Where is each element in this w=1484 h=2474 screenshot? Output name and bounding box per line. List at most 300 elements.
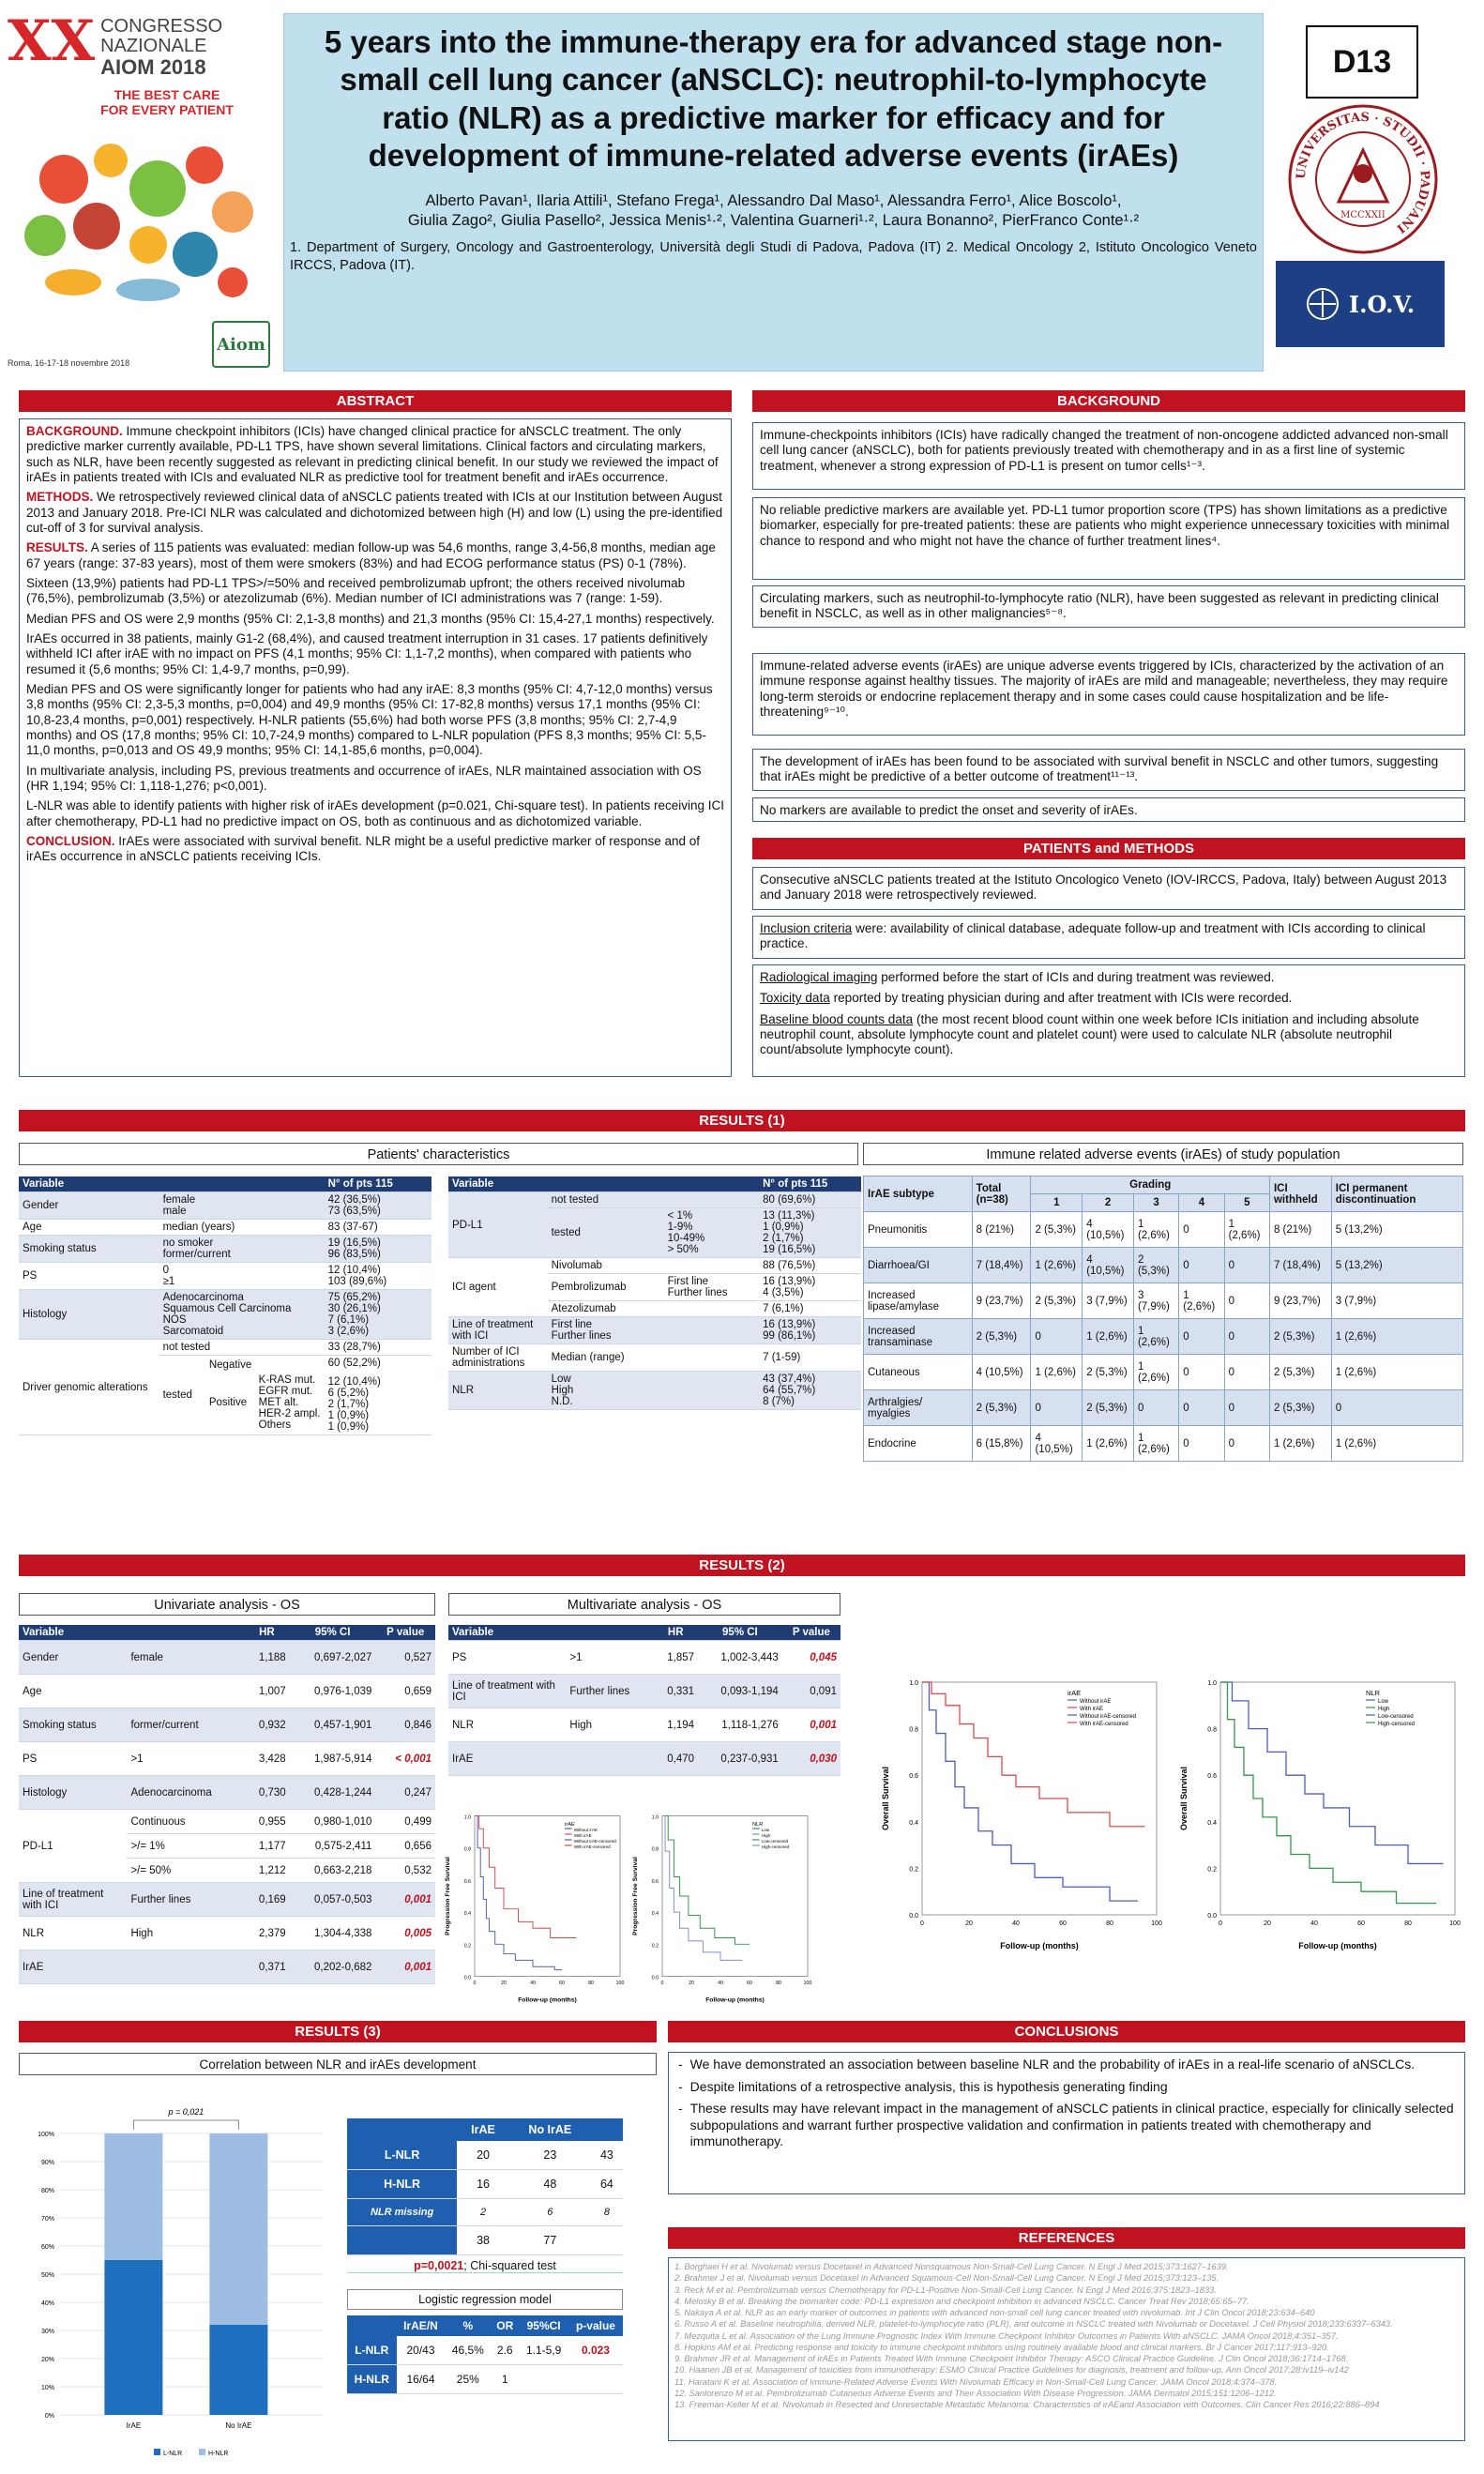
- uni-cell: 1,212: [244, 1859, 290, 1883]
- abstract-box: [19, 418, 732, 1077]
- uni-cell: 0,846: [375, 1708, 435, 1742]
- uni-row: [19, 1742, 435, 1776]
- abstract-p4: Sixteen (13,9%) patients had PD-L1 TPS>/=50% and received pembrolizumab upfront; the others received nivolumab (76,5%), pembrolizumab (3,5%) or atezolizumab (6%). Median number of ICI administrations was 7 (range: 1-59).: [26, 575, 686, 606]
- irae-cell: 0: [1179, 1212, 1224, 1248]
- background-box-3: [752, 585, 1465, 628]
- km-xtick: 40: [1012, 1920, 1020, 1927]
- irae-col-withheld: ICI withheld: [1269, 1176, 1331, 1212]
- uni-cell: 0,575-2,411: [290, 1834, 376, 1859]
- ct-header: No IrAE: [509, 2118, 591, 2141]
- uni-row: [19, 1883, 435, 1917]
- km-ytick: 0.6: [651, 1878, 659, 1885]
- reference-item: 3. Reck M et al. Pembrolizumab versus Chemotherapy for PD-L1-Positive Non-Small-Cell Lung Cancer. N Engl J Med 2016;375:1823–1833.: [674, 2284, 1217, 2295]
- ct-cell: 8: [591, 2199, 623, 2226]
- lr-header: %: [445, 2315, 491, 2336]
- ct-cell: 20: [457, 2141, 509, 2170]
- abstract-bg-lead: BACKGROUND.: [26, 424, 123, 438]
- p-value-label: p = 0,021: [168, 2107, 204, 2117]
- irae-cell: 4 (10,5%): [1031, 1426, 1083, 1462]
- km-ytick: 0.2: [463, 1943, 471, 1950]
- irae-cell: 3 (7,9%): [1133, 1283, 1178, 1319]
- km-xtick: 60: [1357, 1920, 1365, 1927]
- km-xtick: 80: [588, 1980, 594, 1986]
- irae-cell: 1 (2,6%): [1331, 1426, 1462, 1462]
- irae-cell: 9 (23,7%): [972, 1283, 1031, 1319]
- uni-cell: 0,001: [375, 1883, 435, 1917]
- lr-cell: 1: [491, 2365, 519, 2394]
- lr-header: p-value: [568, 2315, 623, 2336]
- irae-subtype: Pneumonitis: [864, 1212, 973, 1248]
- multi-cell: 1,118-1,276: [698, 1708, 782, 1742]
- km-legend-item: Without irAE-censored: [573, 1839, 616, 1844]
- background-text-1: Immune-checkpoints inhibitors (ICIs) have radically changed the treatment of non-oncogene addicted advanced non-small cell lung cancer (aNSCLC), both for patients previously treated with chemotherapy and in as a first line of systemic treatment, whenever a strong expression of PD-L1 is present on tumor cells¹⁻³.: [760, 428, 1448, 473]
- uni-cell: Age: [19, 1675, 127, 1708]
- uni-row: [19, 1917, 435, 1950]
- title-block: [283, 13, 1264, 372]
- ct-cell: 43: [591, 2141, 623, 2170]
- irae-cell: 8 (21%): [1269, 1212, 1331, 1248]
- irae-cell: 1 (2,6%): [1224, 1212, 1269, 1248]
- uni-col-0: Variable: [19, 1625, 127, 1641]
- lr-cell: [519, 2365, 568, 2394]
- ici-atezolizumab-value: 7 (6,1%): [759, 1301, 861, 1317]
- uni-row: [19, 1810, 435, 1834]
- bar-l-nlr-irae: [104, 2260, 162, 2415]
- bar-ytick: 10%: [40, 2385, 54, 2391]
- km-ytick: 0.0: [463, 1975, 471, 1981]
- reference-item: 5. Nakaya A et al. NLR as an early marker of outcomes in patients with advanced non-small cell lung cancer treated with nivolumab. Int J Clin Oncol 2018;23:634–640: [674, 2308, 1315, 2318]
- administrations-value: 7 (1-59): [759, 1344, 861, 1372]
- uni-cell: < 0,001: [375, 1742, 435, 1776]
- irae-cell: 6 (15,8%): [972, 1426, 1031, 1462]
- multi-cell: Line of treatment with ICI: [448, 1675, 566, 1708]
- driver-positive-list: K-RAS mut. EGFR mut. MET alt. HER-2 ampl. Others: [258, 1374, 321, 1431]
- irae-cell: 1 (2,6%): [1179, 1283, 1224, 1319]
- nlr-label: NLR: [448, 1372, 548, 1410]
- km-ytick: 0.4: [651, 1911, 659, 1918]
- abstract-results-lead: RESULTS.: [26, 540, 88, 555]
- row-value: 19 (16,5%) 96 (83,5%): [325, 1236, 432, 1263]
- km-xtick: 80: [1106, 1920, 1113, 1927]
- multi-cell: 0,091: [782, 1675, 840, 1708]
- irae-cell: 0: [1224, 1319, 1269, 1355]
- km-ytick: 0.8: [463, 1846, 471, 1853]
- background-box-5: [752, 749, 1465, 791]
- km-xtick: 0: [1219, 1920, 1222, 1927]
- lr-cell: 16/64: [397, 2365, 446, 2394]
- multi-col-0: Variable: [448, 1625, 566, 1641]
- methods-box-2: [752, 916, 1465, 959]
- driver-label: Driver genomic alterations: [19, 1340, 159, 1435]
- driver-positive: Positive: [208, 1397, 248, 1408]
- driver-tested-block: [159, 1356, 325, 1435]
- ici-label: ICI agent: [448, 1258, 548, 1317]
- background-text-6: No markers are available to predict the onset and severity of irAEs.: [760, 803, 1138, 817]
- pdl1-levels: < 1% 1-9% 10-49% > 50%: [664, 1208, 759, 1258]
- uni-cell: High: [127, 1917, 244, 1950]
- km-ytick: 0.0: [909, 1913, 918, 1920]
- irae-cell: 0: [1133, 1390, 1178, 1426]
- ct-cell: L-NLR: [347, 2141, 457, 2170]
- references-header: REFERENCES: [668, 2227, 1465, 2249]
- line-values: 16 (13,9%) 99 (86,1%): [759, 1317, 861, 1344]
- col-npts: N° of pts 115: [759, 1176, 861, 1192]
- multi-cell: 0,030: [782, 1742, 840, 1776]
- reference-item: 6. Russo A et al. Baseline neutrophilia, derived NLR, platelet-to-lymphocyte ratio (PLR), and outcome in NSCLC treated with Nivolumab or Docetaxel. J Cell Physiol 2018;233:6337–6343.: [674, 2319, 1393, 2330]
- uni-row: [19, 1950, 435, 1984]
- uni-cell: IrAE: [19, 1950, 127, 1984]
- irae-cell: 1 (2,6%): [1269, 1426, 1331, 1462]
- km-ytick: 0.0: [651, 1975, 659, 1981]
- uni-cell: 0,663-2,218: [290, 1859, 376, 1883]
- km-xlabel: Follow-up (months): [1000, 1941, 1079, 1950]
- methods-text-5: (the most recent blood count within one week before ICIs initiation and including absolute neutrophil count, absolute lymphocyte count and platelet count) were used to calculate NLR (absolute neutrophil count/absolute lymphocyte count).: [760, 1011, 1419, 1057]
- km-xtick: 20: [689, 1980, 694, 1986]
- ct-cell: [347, 2226, 457, 2255]
- lr-cell: H-NLR: [347, 2365, 397, 2394]
- uni-cell: 0,001: [375, 1950, 435, 1984]
- multi-row: [448, 1641, 840, 1675]
- km-legend-item: With irAE-censored: [573, 1844, 611, 1849]
- reference-item: 13. Freeman-Keller M et al. Nivolumab in Resected and Unresectable Metastatic Melanoma: Characteristics of irAEand Association with Outcomes. Clin Cancer Res 2016;22:886–894: [674, 2400, 1380, 2410]
- irae-cell: 1 (2,6%): [1133, 1212, 1178, 1248]
- congress-tagline-2: FOR EVERY PATIENT: [100, 102, 234, 118]
- irae-row: [864, 1283, 1463, 1319]
- uni-cell: Line of treatment with ICI: [19, 1883, 127, 1917]
- row-value: 42 (36,5%) 73 (63,5%): [325, 1192, 432, 1220]
- ct-row: [347, 2199, 623, 2226]
- km-legend-item: Without irAE-censored: [1080, 1714, 1137, 1720]
- multi-col-1: [566, 1625, 653, 1641]
- km-ytick: 0.8: [909, 1726, 918, 1734]
- km-xtick: 40: [1310, 1920, 1318, 1927]
- driver-tested: tested: [162, 1389, 192, 1401]
- lr-cell: [568, 2365, 623, 2394]
- row-variable: Age: [19, 1220, 159, 1236]
- uni-cell: [127, 1675, 244, 1708]
- km-legend-item: With irAE: [1080, 1707, 1104, 1712]
- reference-item: 11. Haratani K et al. Association of Immune-Related Adverse Events With Nivolumab Efficacy in Non-Small-Cell Lung Cancer. JAMA Oncol 2018;4:374–378.: [674, 2376, 1278, 2387]
- multi-cell: 1,002-3,443: [698, 1641, 782, 1675]
- irae-col-discontinuation: ICI permanent discontinuation: [1331, 1176, 1462, 1212]
- results2-header: RESULTS (2): [19, 1555, 1465, 1576]
- uni-cell: 1,007: [244, 1675, 290, 1708]
- lr-cell: 46,5%: [445, 2336, 491, 2365]
- lr-row: [347, 2365, 623, 2394]
- ici-nivolumab-value: 88 (76,5%): [759, 1258, 861, 1274]
- uni-row: [19, 1708, 435, 1742]
- irae-cell: 2 (5,3%): [1133, 1248, 1178, 1283]
- irae-cell: 9 (23,7%): [1269, 1283, 1331, 1319]
- multivariate-title: Multivariate analysis - OS: [448, 1593, 840, 1616]
- irae-cell: 1 (2,6%): [1031, 1355, 1083, 1390]
- km-ytick: 0.8: [1207, 1726, 1217, 1734]
- km-ylabel: Progression Free Survival: [632, 1857, 639, 1935]
- contingency-table: [347, 2118, 623, 2273]
- uni-cell: 0,656: [375, 1834, 435, 1859]
- abstract-conclusion: IrAEs were associated with survival benefit. NLR might be a useful predictive marker of response and of irAEs occurrence in aNSCLC patients receiving ICIs.: [26, 833, 701, 864]
- driver-negative-value: 60 (52,2%): [327, 1358, 381, 1369]
- irae-col-grading: Grading: [1031, 1176, 1270, 1194]
- irae-cell: 4 (10,5%): [1083, 1248, 1134, 1283]
- irae-cell: 2 (5,3%): [1031, 1212, 1083, 1248]
- bar-category-label: IrAE: [126, 2421, 142, 2430]
- uni-cell: 1,304-4,338: [290, 1917, 376, 1950]
- km-xlabel: Follow-up (months): [1298, 1941, 1377, 1950]
- uni-cell: Continuous: [127, 1810, 244, 1834]
- uni-cell: 1,188: [244, 1641, 290, 1675]
- ct-row: [347, 2226, 623, 2255]
- reference-item: 12. Sanlorenzo M et al. Pembrolizumab Cutaneous Adverse Events and Their Association With Disease Progression. JAMA Dermatol 2015;151:1206–1212.: [674, 2388, 1277, 2398]
- congress-tagline-1: THE BEST CARE: [114, 87, 220, 103]
- ct-cell: H-NLR: [347, 2170, 457, 2199]
- km-xlabel: Follow-up (months): [705, 1996, 765, 2004]
- uni-cell: >/= 50%: [127, 1859, 244, 1883]
- driver-not-tested-value: 33 (28,7%): [325, 1340, 432, 1356]
- km-xlabel: Follow-up (months): [518, 1996, 577, 2004]
- irae-subtype: Cutaneous: [864, 1355, 973, 1390]
- irae-cell: 2 (5,3%): [1083, 1390, 1134, 1426]
- methods-text-3: performed before the start of ICIs and during treatment was reviewed.: [877, 970, 1275, 984]
- km-legend-item: Without irAE: [573, 1828, 598, 1832]
- uni-cell: 0,457-1,901: [290, 1708, 376, 1742]
- uni-cell: PS: [19, 1742, 127, 1776]
- lr-cell: 20/43: [397, 2336, 446, 2365]
- km-os-nlr: [1175, 1673, 1466, 1954]
- methods-toxicity-label: Toxicity data: [760, 991, 830, 1006]
- bullet-dash: -: [678, 2078, 683, 2094]
- km-ytick: 1.0: [909, 1680, 918, 1687]
- multi-cell: IrAE: [448, 1742, 566, 1776]
- chi-square-note: ; Chi-squared test: [463, 2259, 556, 2272]
- lr-row: [347, 2336, 623, 2365]
- km-xtick: 60: [559, 1980, 565, 1986]
- km-xtick: 0: [473, 1980, 477, 1986]
- conclusion-text: These results may have relevant impact in the management of aNSCLC patients in clinical practice, especially for clinically selected subpopulations and warrant further prospective validation and confirmation in patients treated with chemotherapy and immunotherapy.: [689, 2101, 1454, 2148]
- multi-cell: PS: [448, 1641, 566, 1675]
- multi-cell: 1,194: [653, 1708, 698, 1742]
- congress-line2: NAZIONALE: [100, 36, 207, 56]
- km-legend-item: High: [1378, 1707, 1390, 1712]
- multi-cell: 0,331: [653, 1675, 698, 1708]
- congress-xx: XX: [8, 8, 96, 74]
- multivariate-table: [448, 1625, 840, 1776]
- irae-cell: 0: [1331, 1390, 1462, 1426]
- ct-header: IrAE: [457, 2118, 509, 2141]
- ct-cell: 6: [509, 2199, 591, 2226]
- km-ytick: 0.2: [1207, 1866, 1217, 1874]
- food-illustration: [8, 123, 270, 311]
- uni-cell: 0,499: [375, 1810, 435, 1834]
- iov-text: I.O.V.: [1348, 290, 1416, 318]
- legend-label: H-NLR: [208, 2451, 229, 2457]
- multi-cell: >1: [566, 1641, 653, 1675]
- irae-cell: 4 (10,5%): [1083, 1212, 1134, 1248]
- lr-header: [347, 2315, 397, 2336]
- abstract-p5: Median PFS and OS were 2,9 months (95% CI: 2,1-3,8 months) and 21,3 months (95% CI: 15,4-27,1 months) respectively.: [26, 611, 715, 626]
- km-ytick: 0.2: [651, 1943, 659, 1950]
- multi-col-4: P value: [782, 1625, 840, 1641]
- uni-cell: former/current: [127, 1708, 244, 1742]
- driver-tested-values: [325, 1356, 432, 1435]
- irae-subtype: Diarrhoea/GI: [864, 1248, 973, 1283]
- congress-logo: [8, 8, 270, 372]
- pdl1-not-tested: not tested: [548, 1192, 760, 1208]
- uni-cell: Smoking status: [19, 1708, 127, 1742]
- km-ytick: 0.4: [1207, 1819, 1217, 1827]
- km-legend-item: With irAE-censored: [1080, 1722, 1128, 1727]
- uni-col-1: [127, 1625, 244, 1641]
- methods-text-4: reported by treating physician during and after treatment with ICIs were recorded.: [829, 991, 1293, 1006]
- km-legend-title: irAE: [565, 1822, 575, 1828]
- irae-row: [864, 1248, 1463, 1283]
- reference-item: 4. Melosky B et al. Breaking the biomarker code: PD-L1 expression and checkpoint inhibition in advanced NSCLC. Cancer Treat Rev 2018;65:65–77.: [674, 2296, 1249, 2306]
- irae-cell: 0: [1179, 1426, 1224, 1462]
- uni-cell: 0,428-1,244: [290, 1776, 376, 1810]
- irae-cell: 0: [1179, 1319, 1224, 1355]
- pdl1-not-tested-value: 80 (69,6%): [759, 1192, 861, 1208]
- abstract-results: A series of 115 patients was evaluated: median follow-up was 54,6 months, range 3,4-56,8 months, median age 67 years (range: 37-83 years), most of them were smokers (83%) and had ECOG performance status (PS) 0-1 (78%).: [26, 540, 716, 570]
- bar-h-nlr-irae: [104, 2133, 162, 2260]
- row-category: median (years): [159, 1220, 325, 1236]
- unipd-seal: [1287, 103, 1439, 255]
- irae-cell: 1 (2,6%): [1031, 1248, 1083, 1283]
- row-value: 12 (10,4%) 103 (89,6%): [325, 1263, 432, 1290]
- multi-col-2: HR: [653, 1625, 698, 1641]
- ct-cell: 64: [591, 2170, 623, 2199]
- multi-cell: 0,093-1,194: [698, 1675, 782, 1708]
- lr-cell: 25%: [445, 2365, 491, 2394]
- abstract-p8: In multivariate analysis, including PS, previous treatments and occurrence of irAEs, NLR maintained association with OS (HR 1,194; 95% CI: 1,118-1,276; p<0,001).: [26, 763, 702, 793]
- km-os-irae: [877, 1673, 1168, 1954]
- abstract-methods: We retrospectively reviewed clinical data of aNSCLC patients treated with ICIs at our Institution between August 2013 and January 2018. Pre-ICI NLR was calculated and dichotomized between high (H) and low (L) using the pre-identified cut-off of 3 for survival analysis.: [26, 490, 723, 535]
- km-legend-item: Low-censored: [761, 1839, 789, 1844]
- irae-col-subtype: IrAE subtype: [864, 1176, 973, 1212]
- km-xtick: 60: [747, 1980, 752, 1986]
- irae-subtype: Endocrine: [864, 1426, 973, 1462]
- irae-cell: 0: [1179, 1355, 1224, 1390]
- km-xtick: 20: [501, 1980, 507, 1986]
- uni-cell: 0,659: [375, 1675, 435, 1708]
- ct-header: [591, 2118, 623, 2141]
- multi-cell: 0,045: [782, 1641, 840, 1675]
- km-xtick: 100: [1151, 1920, 1162, 1927]
- abstract-p9: L-NLR was able to identify patients with higher risk of irAEs development (p=0.021, Chi-square test). In patients receiving ICI after chemotherapy, PD-L1 had no predictive impact on OS, both as continuous and as dichotomized variable.: [26, 798, 724, 828]
- multi-col-3: 95% CI: [698, 1625, 782, 1641]
- km-legend-item: Low: [761, 1828, 770, 1832]
- irae-cell: 5 (13,2%): [1331, 1212, 1462, 1248]
- irae-cell: 2 (5,3%): [1269, 1390, 1331, 1426]
- km-xtick: 100: [615, 1980, 625, 1986]
- multi-row: [448, 1675, 840, 1708]
- multi-cell: NLR: [448, 1708, 566, 1742]
- reference-item: 8. Hopkins AM et al. Predicting response and toxicity to immune checkpoint inhibitors using routinely available blood and clinical markers. Br J Cancer 2017;117:913–920.: [674, 2342, 1329, 2352]
- patient-row: [448, 1317, 861, 1344]
- row-variable: Histology: [19, 1290, 159, 1340]
- methods-imaging-label: Radiological imaging: [760, 970, 878, 984]
- logistic-title: Logistic regression model: [347, 2289, 623, 2310]
- uni-cell: Further lines: [127, 1883, 244, 1917]
- uni-col-3: 95% CI: [290, 1625, 376, 1641]
- km-legend-item: Low-censored: [1378, 1714, 1414, 1720]
- km-ytick: 0.4: [909, 1819, 918, 1827]
- svg-text:UNIVERSITAS · STUDII · PADUANI: UNIVERSITAS · STUDII · PADUANI: [1294, 110, 1432, 235]
- uni-col-4: P value: [375, 1625, 435, 1641]
- patient-row: [19, 1220, 432, 1236]
- ici-pembrolizumab: Pembrolizumab: [548, 1274, 664, 1301]
- irae-cell: 0: [1179, 1390, 1224, 1426]
- ct-row: [347, 2170, 623, 2199]
- irae-cell: 0: [1031, 1319, 1083, 1355]
- background-box-6: [752, 797, 1465, 822]
- km-legend-item: High: [761, 1833, 771, 1838]
- irae-grade-3: 3: [1133, 1194, 1178, 1212]
- irae-cell: 1 (2,6%): [1133, 1426, 1178, 1462]
- driver-not-tested: not tested: [159, 1340, 325, 1356]
- results1-header: RESULTS (1): [19, 1110, 1465, 1131]
- bar-ytick: 50%: [40, 2272, 54, 2279]
- background-text-4: Immune-related adverse events (irAEs) are unique adverse events triggered by ICIs, characterized by the activation of an immune response against healthy tissues. The majority of irAEs are mild and manageable; nevertheless, they may require long-term steroids or endocrine replacement therapy and in some cases could cause hospitalization and be life-threatening⁹⁻¹⁰.: [760, 659, 1448, 719]
- lr-cell: 2.6: [491, 2336, 519, 2365]
- ct-cell: 38: [457, 2226, 509, 2255]
- abstract-methods-lead: METHODS.: [26, 490, 94, 505]
- uni-cell: 0,527: [375, 1641, 435, 1675]
- multi-cell: 0,001: [782, 1708, 840, 1742]
- driver-positive-values: 12 (10,4%) 6 (5,2%) 2 (1,7%) 1 (0,9%) 1 (0,9%): [327, 1376, 381, 1433]
- irae-cell: 1 (2,6%): [1331, 1355, 1462, 1390]
- uni-cell: 0,730: [244, 1776, 290, 1810]
- irae-row: [864, 1355, 1463, 1390]
- row-value: 75 (65,2%) 30 (26,1%) 7 (6,1%) 3 (2,6%): [325, 1290, 432, 1340]
- lr-header: OR: [491, 2315, 519, 2336]
- ici-pembro-values: 16 (13,9%) 4 (3,5%): [759, 1274, 861, 1301]
- univariate-title: Univariate analysis - OS: [19, 1593, 435, 1616]
- affiliations: 1. Department of Surgery, Oncology and Gastroenterology, Università degli Studi di Padova, Padova (IT) 2. Medical Oncology 2, Istituto Oncologico Veneto IRCCS, Padova (IT).: [290, 239, 1257, 273]
- uni-cell: Histology: [19, 1776, 127, 1810]
- irae-cell: 0: [1224, 1248, 1269, 1283]
- uni-row: [19, 1641, 435, 1675]
- km-xtick: 100: [1449, 1920, 1461, 1927]
- bar-h-nlr-no-irae: [209, 2133, 267, 2325]
- reference-item: 10. Haanen JB et al. Management of toxicities from immunotherapy: ESMO Clinical Practice Guidelines for diagnosis, treatment and follow-up. Ann Oncol 2017;28:iv119–iv142: [674, 2365, 1349, 2375]
- row-value: 83 (37-67): [325, 1220, 432, 1236]
- abstract-p6: IrAEs occurred in 38 patients, mainly G1-2 (68,4%), and caused treatment interruption in 31 cases. 17 patients definitively withheld ICI after irAE with no impact on PFS (4,1 months; 95% CI: 1,1-7,2 months), when compared with patients who resumed it (5,6 months; 95% CI: 1,4-9,7 months, p=0,99).: [26, 630, 708, 676]
- bar-ytick: 80%: [40, 2188, 54, 2194]
- row-category: Adenocarcinoma Squamous Cell Carcinoma NOS Sarcomatoid: [159, 1290, 325, 1340]
- km-legend-title: NLR: [752, 1822, 764, 1828]
- multi-cell: 0,470: [653, 1742, 698, 1776]
- lr-cell: 1.1-5,9: [519, 2336, 568, 2365]
- driver-negative: Negative: [208, 1359, 252, 1371]
- reference-item: 7. Mezquita L et al. Association of the Lung Immune Prognostic Index With Immune Checkpoint Inhibitor Outcomes in Patients With aNSCLC. JAMA Oncol 2018;4:351–357.: [674, 2330, 1339, 2341]
- row-category: 0 ≥1: [159, 1263, 325, 1290]
- poster-code: D13: [1306, 25, 1418, 99]
- conclusion-text: Despite limitations of a retrospective analysis, this is hypothesis generating finding: [689, 2078, 1168, 2094]
- row-category: female male: [159, 1192, 325, 1220]
- uni-cell: 0,532: [375, 1859, 435, 1883]
- km-ytick: 1.0: [463, 1814, 471, 1821]
- uni-cell: [127, 1950, 244, 1984]
- ici-atezolizumab: Atezolizumab: [548, 1301, 760, 1317]
- methods-box-1: [752, 867, 1465, 910]
- uni-cell: 0,005: [375, 1917, 435, 1950]
- bar-ytick: 60%: [40, 2244, 54, 2251]
- irae-row: [864, 1212, 1463, 1248]
- abstract-p7: Median PFS and OS were significantly longer for patients who had any irAE: 8,3 months (95% CI: 4,7-12,0 months) versus 3,8 months (95% CI: 2,3-5,3 months, p=0,004) and 49,9 months (95% CI: 17-82,8 months) versus 17,1 months (95% CI: 10,8-23,4 months, p=0,001) respectively. H-NLR patients (55,6%) had both worse PFS (3,8 months; 95% CI: 2,7-4,9 months) and OS (17,8 months; 95% CI: 10,7-24,9 months) compared to L-NLR population (PFS 8,3 months; 95% CI: 5,5-11,0 months, p=0,013 and OS 49,9 months; 95% CI: 14,1-85,6 months, p=0,004).: [26, 681, 713, 758]
- p-bracket: [133, 2120, 238, 2130]
- row-category: no smoker former/current: [159, 1236, 325, 1263]
- km-pfs-nlr: [628, 1809, 816, 2006]
